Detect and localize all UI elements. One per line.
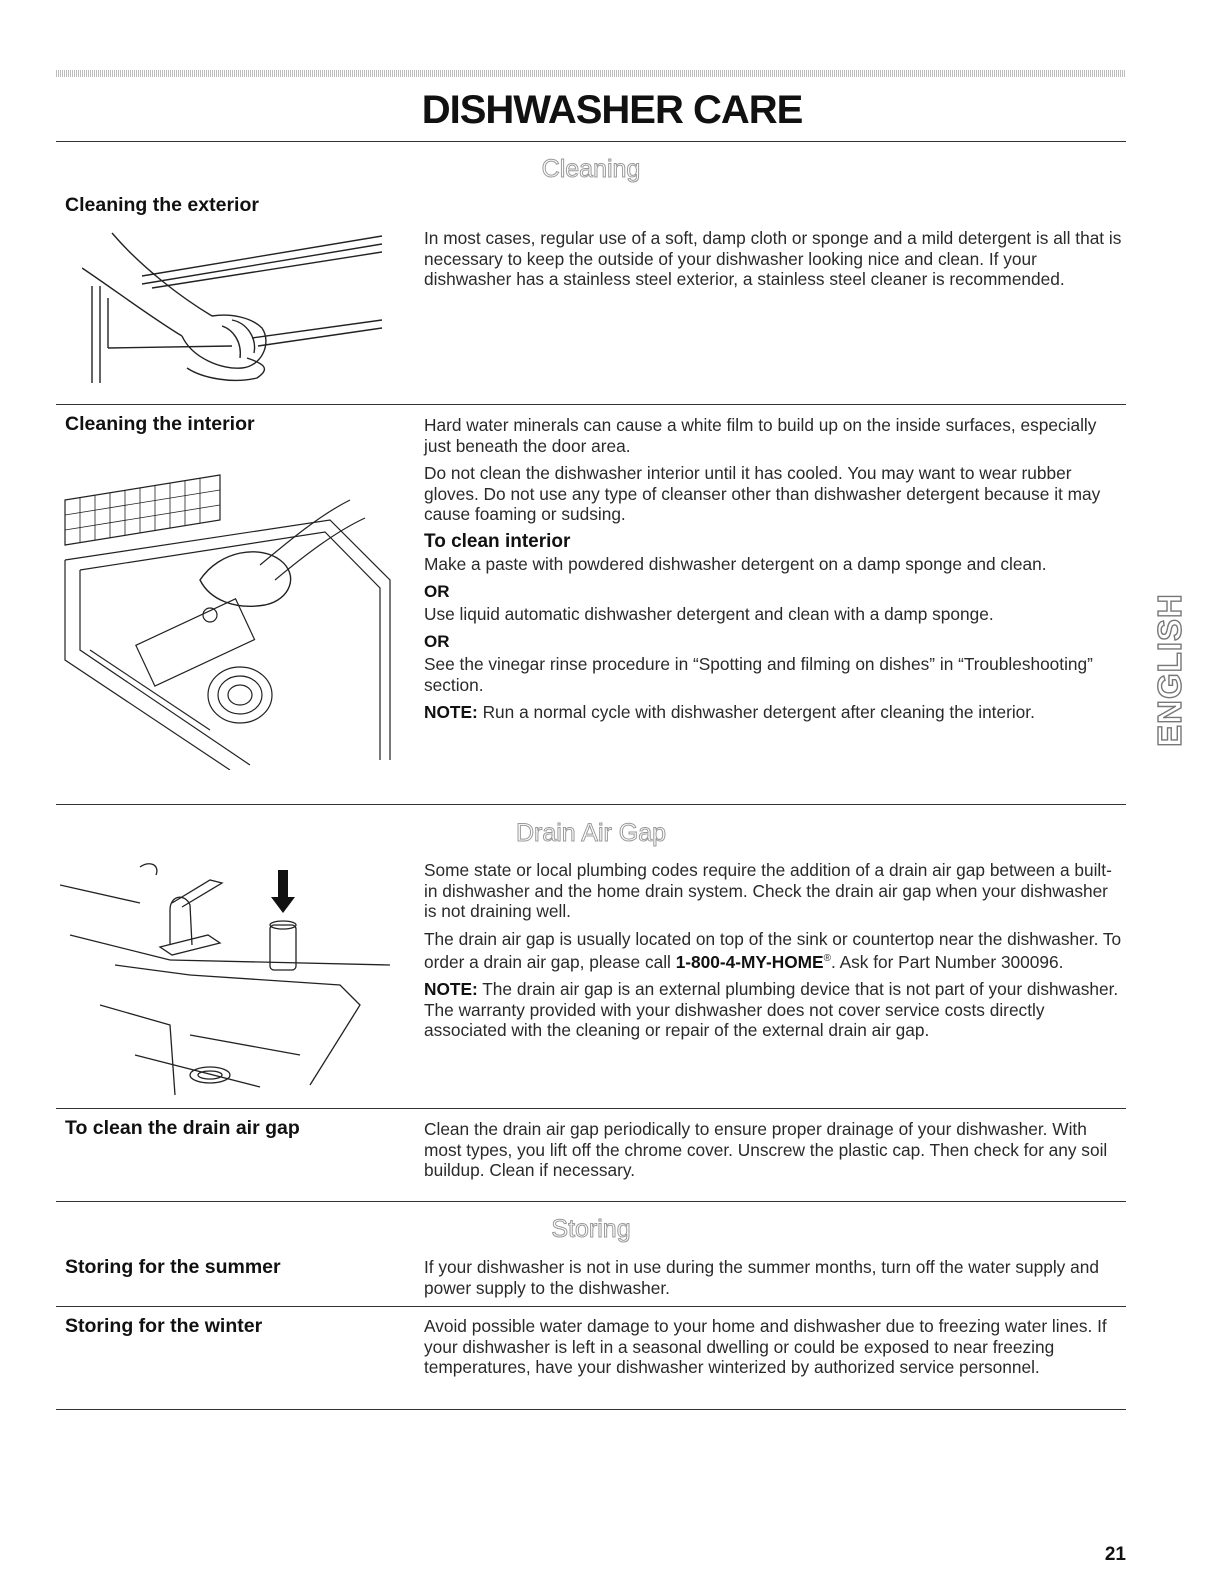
drain-p2-end: . Ask for Part Number 300096. [830, 951, 1064, 972]
text-storing-summer [424, 1257, 1124, 1305]
interior-cleaning-illustration [60, 470, 400, 770]
page-number: 21 [1104, 1544, 1126, 1565]
rule-after-interior [56, 804, 1126, 805]
interior-note [424, 702, 1124, 723]
section-heading-storing: Storing [551, 1215, 631, 1243]
drain-phone-number: 1-800-4-MY-HOME [675, 951, 824, 972]
rule-after-summer [56, 1306, 1126, 1307]
rule-after-clean-drain [56, 1201, 1126, 1202]
interior-option-3: See the vinegar rinse procedure in “Spotting and filming on dishes” in “Troubleshooting” section. [424, 654, 1093, 695]
storing-summer-paragraph: If your dishwasher is not in use during the summer months, turn off the water supply and power supply to the dishwasher. [424, 1257, 1099, 1298]
storing-winter-paragraph: Avoid possible water damage to your home and dishwasher due to freezing water lines. If your dishwasher is left in a seasonal dwelling or could be exposed to near freezing temperatures, have your dishwasher winterized by authorized service personnel. [424, 1316, 1107, 1377]
rule-after-winter [56, 1409, 1126, 1410]
label-cleaning-interior: Cleaning the interior [65, 413, 255, 435]
drain-paragraph-1: Some state or local plumbing codes require the addition of a drain air gap between a built-in dishwasher and the home drain system. Check the drain air gap when your dishwasher is not draining well. [424, 860, 1112, 921]
label-clean-drain-air-gap: To clean the drain air gap [65, 1117, 300, 1139]
drain-air-gap-illustration [60, 855, 400, 1095]
drain-paragraph-2 [424, 929, 1124, 973]
section-heading-drain-air-gap: Drain Air Gap [515, 819, 667, 847]
text-drain-air-gap [424, 860, 1124, 1048]
language-side-tab-label: ENGLISH [1151, 593, 1188, 747]
text-cleaning-exterior [424, 228, 1124, 297]
drain-note [424, 979, 1124, 1041]
interior-option-2: Use liquid automatic dishwasher detergent and clean with a damp sponge. [424, 604, 994, 624]
label-storing-summer: Storing for the summer [65, 1256, 281, 1278]
text-clean-drain-air-gap [424, 1119, 1124, 1188]
page-title: DISHWASHER CARE [421, 88, 803, 132]
interior-option-1: Make a paste with powdered dishwasher detergent on a damp sponge and clean. [424, 554, 1047, 574]
top-decorative-band [56, 70, 1126, 77]
title-rule [56, 141, 1126, 142]
rule-before-clean-drain [56, 1108, 1126, 1109]
rule-after-exterior [56, 404, 1126, 405]
exterior-paragraph: In most cases, regular use of a soft, damp cloth or sponge and a mild detergent is all that is necessary to keep the outside of your dishwasher looking nice and clean. If your dishwasher has a stainless steel exterior, a stainless steel cleaner is recommended. [424, 228, 1122, 289]
interior-paragraph-1: Hard water minerals can cause a white film to build up on the inside surfaces, especially just beneath the door area. [424, 415, 1097, 456]
clean-drain-paragraph: Clean the drain air gap periodically to ensure proper drainage of your dishwasher. With most types, you lift off the chrome cover. Unscrew the plastic cap. Then check for any soil buildup. Clean if necessary. [424, 1119, 1108, 1180]
interior-or-2: OR [424, 631, 450, 651]
interior-note-text: Run a normal cycle with dishwasher detergent after cleaning the interior. [477, 702, 1035, 722]
text-storing-winter [424, 1316, 1124, 1385]
label-storing-winter: Storing for the winter [65, 1315, 263, 1337]
exterior-cleaning-illustration [82, 228, 392, 388]
subhead-to-clean-interior: To clean interior [424, 530, 571, 552]
interior-or-1: OR [424, 581, 450, 601]
registered-mark: ® [823, 953, 831, 964]
section-heading-cleaning: Cleaning [541, 155, 641, 183]
drain-p2-start: The drain air gap is usually located on top of the sink or countertop near the dishwasher. To order a drain air gap, please call [424, 928, 1122, 972]
drain-note-text: The drain air gap is an external plumbing device that is not part of your dishwasher. The warranty provided with your dishwasher does not cover service costs directly associated with the cleaning or repair of the external drain air gap. [424, 979, 1119, 1041]
label-cleaning-exterior: Cleaning the exterior [65, 194, 259, 216]
interior-paragraph-2: Do not clean the dishwasher interior until it has cooled. You may want to wear rubber gloves. Do not use any type of cleanser other than dishwasher detergent because it may cause foaming or sudsing. [424, 463, 1101, 524]
drain-note-label: NOTE: [424, 979, 478, 1000]
language-side-tab [1152, 570, 1188, 770]
text-cleaning-interior [424, 415, 1124, 730]
interior-note-label: NOTE: [424, 702, 478, 722]
